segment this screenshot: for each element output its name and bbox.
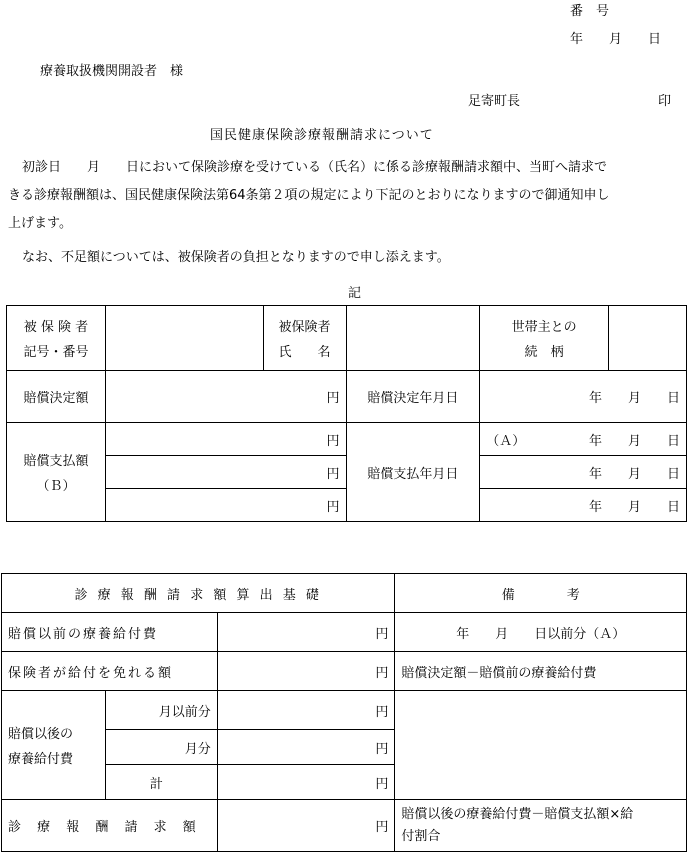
ki-heading: 記 xyxy=(348,286,362,301)
after-benefit-remark[interactable] xyxy=(395,691,687,800)
relation-label: 世帯主との 続 柄 xyxy=(480,306,609,371)
paid-date-label: 賠償支払年月日 xyxy=(346,423,480,522)
body-line: 上げます。 xyxy=(8,216,72,231)
claim-value[interactable]: 円 xyxy=(217,800,395,852)
issue-date: 年 月 日 xyxy=(570,32,662,47)
number-label: 番 号 xyxy=(570,4,610,19)
sender: 足寄町長 xyxy=(468,94,521,109)
body-line: 初診日 月 日において保険診療を受けている（氏名）に係る診療報酬請求額中、当町へ請求で xyxy=(22,160,608,175)
body-paragraph-2 xyxy=(8,244,684,272)
insured-info-table xyxy=(6,305,687,522)
paid-amount-2[interactable]: 円 xyxy=(105,456,346,489)
paid-date-3[interactable]: 年 月 日 xyxy=(480,489,687,522)
claim-label: 診 療 報 酬 請 求 額 xyxy=(2,800,218,852)
before-benefit-remark: 年 月 日以前分（Ａ） xyxy=(395,613,687,652)
month-label: 月分 xyxy=(105,730,217,765)
seal-mark: 印 xyxy=(658,94,672,109)
exempt-label: 保険者が給付を免れる額 xyxy=(2,652,218,691)
insured-no-label: 被 保 険 者 記号・番号 xyxy=(7,306,106,371)
decision-date-value[interactable]: 年 月 日 xyxy=(480,371,687,423)
exempt-remark: 賠償決定額－賠償前の療養給付費 xyxy=(395,652,687,691)
decision-amount-label: 賠償決定額 xyxy=(7,371,106,423)
body-line: なお、不足額については、被保険者の負担となりますので申し添えます。 xyxy=(22,250,450,265)
basis-header: 診 療 報 酬 請 求 額 算 出 基 礎 xyxy=(2,574,395,613)
body-line: きる診療報酬額は、国民健康保険法第64条第２項の規定により下記のとおりになりますので御通知申し xyxy=(8,188,610,203)
before-benefit-value[interactable]: 円 xyxy=(217,613,395,652)
month-before-label: 月以前分 xyxy=(105,691,217,730)
remarks-header: 備 考 xyxy=(395,574,687,613)
total-label: 計 xyxy=(105,765,217,800)
total-value[interactable]: 円 xyxy=(217,765,395,800)
relation-value[interactable] xyxy=(609,306,687,371)
insured-no-value[interactable] xyxy=(105,306,263,371)
paid-amount-1[interactable]: 円 xyxy=(105,423,346,456)
paid-amount-label: 賠償支払額 （Ｂ） xyxy=(7,423,106,522)
exempt-value[interactable]: 円 xyxy=(217,652,395,691)
paid-date-2[interactable]: 年 月 日 xyxy=(480,456,687,489)
addressee: 療養取扱機関開設者 様 xyxy=(40,64,184,79)
after-benefit-label: 賠償以後の 療養給付費 xyxy=(2,691,106,800)
body-paragraph-1-cont xyxy=(8,182,684,238)
paid-date-1[interactable]: （Ａ） 年 月 日 xyxy=(480,423,687,456)
decision-date-label: 賠償決定年月日 xyxy=(346,371,480,423)
decision-amount-value[interactable]: 円 xyxy=(105,371,346,423)
insured-name-label: 被保険者 氏 名 xyxy=(263,306,346,371)
claim-basis-table xyxy=(1,573,687,852)
insured-name-value[interactable] xyxy=(346,306,480,371)
month-before-value[interactable]: 円 xyxy=(217,691,395,730)
body-paragraph-1 xyxy=(8,154,684,182)
before-benefit-label: 賠償以前の療養給付費 xyxy=(2,613,218,652)
month-value[interactable]: 円 xyxy=(217,730,395,765)
document-title: 国民健康保険診療報酬請求について xyxy=(210,128,434,143)
paid-amount-3[interactable]: 円 xyxy=(105,489,346,522)
mark-a: （Ａ） xyxy=(486,433,526,449)
claim-remark: 賠償以後の療養給付費－賠償支払額×給 付割合 xyxy=(395,800,687,852)
